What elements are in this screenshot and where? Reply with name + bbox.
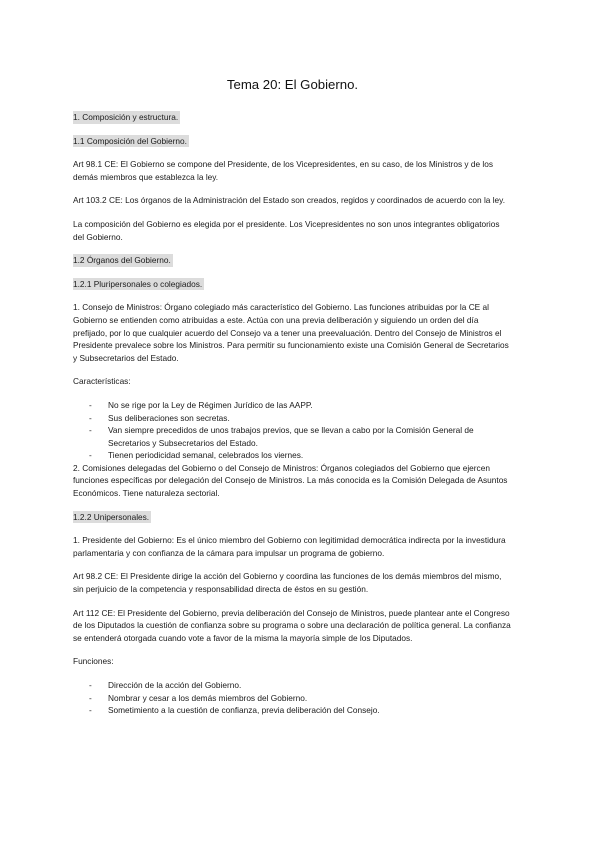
paragraph-presidente: 1. Presidente del Gobierno: Es el único miembro del Gobierno con legitimidad democrática indirecta por la investidura parlamentaria y con confianza de la cámara para impulsar un programa de gobierno. — [73, 535, 506, 558]
list-item: - No se rige por la Ley de Régimen Jurídico de las AAPP. — [89, 399, 512, 412]
caracteristicas-list — [73, 399, 512, 462]
paragraph-consejo-ministros: 1. Consejo de Ministros: Órgano colegiado más característico del Gobierno. Las funciones atribuidas por la CE al Gobierno se entienden como atribuidas a este. Actúa con una previa deliberación y siguiendo un orden del día prefijado, por lo que cualquier acuerdo del Consejo va a tener una preevaluación. Dentro del Consejo de Ministros el Presidente prevalece sobre los Ministros. Para permitir su funcionamiento existe una Comisión General de Secretarios y Subsecretarios del Estado. — [73, 302, 509, 363]
paragraph-art-98-2: Art 98.2 CE: El Presidente dirige la acción del Gobierno y coordina las funciones de los demás miembros del mismo, sin perjuicio de la competencia y responsabilidad directa de éstos en su gestión. — [73, 571, 502, 595]
section-heading-1-wrap — [73, 111, 512, 124]
paragraph-composicion: La composición del Gobierno es elegida por el presidente. Los Vicepresidentes no son unos integrantes obligatorios del Gobierno. — [73, 218, 500, 242]
paragraph-art-112: Art 112 CE: El Presidente del Gobierno, previa deliberación del Consejo de Ministros, puede plantear ante el Congreso de los Diputados la cuestión de confianza sobre su programa o sobre una declaración de política general. La confianza se entenderá otorgada cuando vote a favor de la misma la mayoría simple de los Diputados. — [73, 607, 511, 643]
paragraph-art-103-2: Art 103.2 CE: Los órganos de la Administración del Estado son creados, regidos y coordinados de acuerdo con la ley. — [73, 195, 506, 206]
section-heading-1-1: 1.1 Composición del Gobierno. — [73, 135, 187, 146]
section-heading-1-2: 1.2 Órganos del Gobierno. — [73, 255, 171, 266]
list-item: - Sometimiento a la cuestión de confianza, previa deliberación del Consejo. — [89, 704, 512, 717]
list-item: - Sus deliberaciones son secretas. — [89, 412, 512, 425]
section-heading-1-2-2: 1.2.2 Unipersonales. — [73, 511, 150, 522]
list-item: - Nombrar y cesar a los demás miembros del Gobierno. — [89, 692, 512, 705]
section-heading-1-2-1: 1.2.1 Pluripersonales o colegiados. — [73, 278, 203, 289]
document-title: Tema 20: El Gobierno. — [226, 77, 359, 92]
funciones-list — [73, 679, 512, 717]
section-heading-1-1-wrap — [73, 135, 512, 148]
section-heading-1: 1. Composición y estructura. — [73, 112, 179, 122]
section-heading-1-2-2-wrap — [73, 511, 512, 524]
section-heading-1-2-1-wrap — [73, 278, 512, 291]
section-heading-1-2-wrap — [73, 254, 512, 267]
caracteristicas-label: Características: — [73, 376, 131, 387]
paragraph-art-98-1: Art 98.1 CE: El Gobierno se compone del Presidente, de los Vicepresidentes, en su caso, de los Ministros y de los demás miembros que establezca la ley. — [73, 159, 493, 182]
list-item: - Dirección de la acción del Gobierno. — [89, 679, 512, 692]
list-item: - Van siempre precedidos de unos trabajos previos, que se llevan a cabo por la Comisión General de Secretarios y Subsecretarios del Estado. — [89, 424, 512, 449]
funciones-label: Funciones: — [73, 656, 114, 667]
paragraph-comisiones-delegadas: 2. Comisiones delegadas del Gobierno o del Consejo de Ministros: Órganos colegiados del Gobierno que ejercen funciones específicas por delegación del Consejo de Ministros. La más conocida es la Comisión Delegada de Asuntos Económicos. Tiene naturaleza sectorial. — [73, 462, 508, 499]
list-item: - Tienen periodicidad semanal, celebrados los viernes. — [89, 449, 512, 462]
